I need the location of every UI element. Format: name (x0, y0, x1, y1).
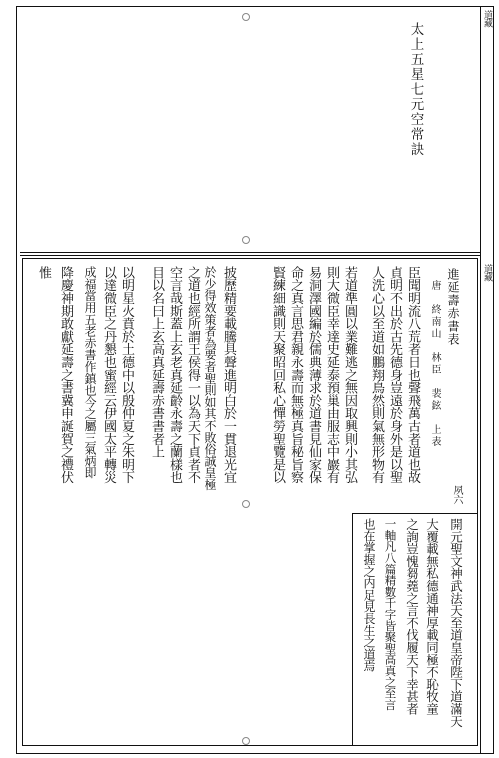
text-column: 也在掌握之内足見長生之道焉 (362, 518, 376, 672)
memorial-title: 進延壽赤書表 (446, 268, 460, 346)
text-column: 降慶神期敢獻延壽之書冀申誕賀之禮伏 (58, 266, 73, 484)
section-divider (20, 252, 480, 253)
text-column: 惟 (36, 266, 51, 279)
margin-rule (480, 6, 481, 754)
text-column: 開元聖文神武法天至道皇帝陛下道滿天 (448, 518, 464, 728)
page-border-right (493, 6, 494, 754)
text-column: 以明星火賁於土德中以殷仲夏之朱明下 (119, 266, 134, 484)
text-column: 成福當用五老赤書作鎮也今之屬三氣炳即 (83, 266, 97, 479)
text-column: 一軸凡八篇精數千字皆聚聖高真之至言 (383, 518, 398, 711)
page-mark: 夙六 (451, 485, 462, 505)
inner-box-left (352, 513, 353, 746)
text-column: 人洗心以至道如鵬翔鳥然則氣無形物有 (369, 266, 384, 484)
text-column: 賢練細識則天聚昭回私心憚勞聖覽是以 (270, 266, 285, 484)
text-column: 命之真言思君親永壽而無極真旨秘旨察 (288, 266, 303, 484)
text-column: 於少得效策者為要者聖則如其不敗俗誠皇極 (203, 266, 217, 491)
text-column: 之道也經所謂王侯得一以為天下貞者不 (185, 266, 200, 484)
margin-label-bottom: 道藏 (482, 264, 492, 282)
page-border-top (16, 6, 494, 7)
margin-label-top: 道藏 (482, 10, 492, 28)
text-column: 以達微臣之丹懇也蜜經云伊國太平轉災 (101, 266, 116, 484)
text-column: 易洞澤國編於儒典薄求於道書見仙家保 (306, 266, 321, 484)
text-column: 大覆載無私德通神厚載同極不恥牧童 (424, 518, 440, 715)
top-panel-title: 太上五星七元空常訣 (407, 22, 424, 157)
text-column: 貞明不出於古先德身豈遠於身外是以聖 (387, 266, 402, 484)
text-column: 若道準圓以業難逃之無因取興則小其弘 (342, 266, 357, 484)
inner-box-top (352, 513, 478, 514)
text-column: 臣聞明流八荒者日也聲飛萬古者道也故 (405, 266, 420, 484)
page-border-bottom (16, 753, 494, 754)
text-column: 披歷精要載騰具聲進明白於一貫退光宜 (221, 266, 236, 484)
section-divider-double (20, 255, 480, 256)
page-border-left (16, 6, 17, 754)
text-column: 則大微臣幸達史延泰預巢由服志中巖有 (324, 266, 339, 484)
text-column: 空言哉斯蓋上玄老真延齡永壽之蘭樣也 (167, 266, 182, 484)
text-column: 之詢豈愧芻蕘之言不伐履天下幸甚者 (404, 518, 420, 715)
author-line: 唐 終南山 林臣 裴鉉 上表 (429, 280, 440, 448)
top-panel (20, 8, 478, 250)
text-column: 目以名曰上玄高真延壽赤書書者上 (149, 266, 164, 459)
